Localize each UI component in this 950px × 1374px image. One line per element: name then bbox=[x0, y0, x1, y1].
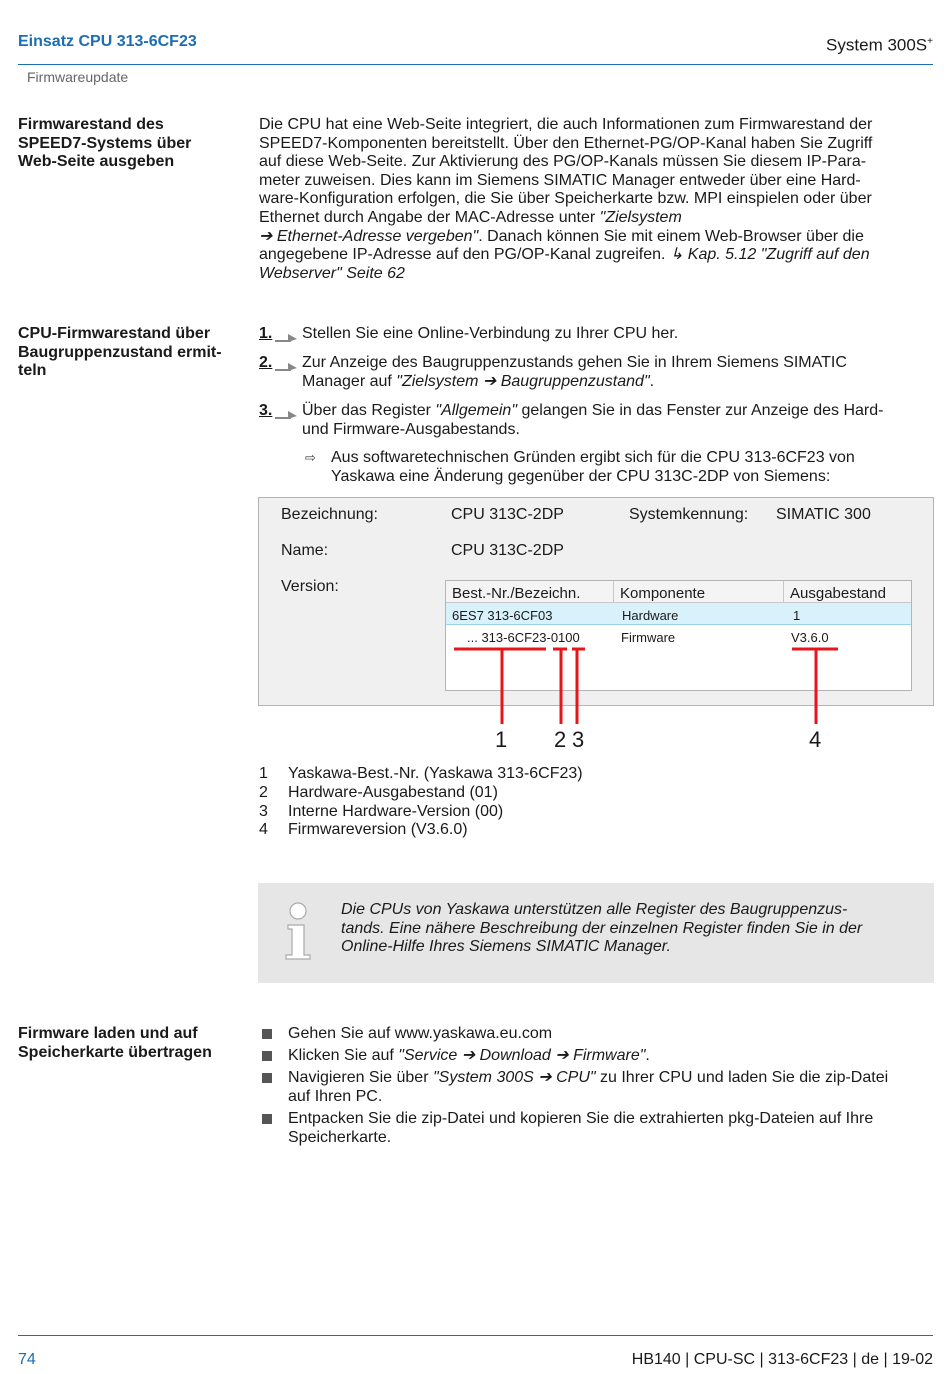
menu-path-link-cont[interactable]: ➔ Ethernet-Adresse vergeben" bbox=[259, 227, 479, 245]
callout-number-2: 2 bbox=[554, 727, 567, 752]
version-label: Version: bbox=[281, 578, 339, 595]
section-body-web: Die CPU hat eine Web-Seite integriert, die auch Informationen zum Firmwarestand der SPEED7-Komponenten bereitstellt. Über den Ethernet-PG/OP-Kanal haben Sie Zugriff auf diese Web-Seite. Zur Aktivierung des PG/OP-Kanals müssen Sie diesem IP-Para- meter zuweisen. Dies kann im Siemens SIMATIC Manager entweder über eine Hard- ware-Konfiguration erfolgen, die Sie über Speicherkarte bzw. MPI einspielen oder über Ethernet durch Angabe der MAC-Adresse unter "Zielsystem ➔ Ethernet-Adresse vergeben". Danach können Sie mit einem Web-Browser über die angegebene IP-Adresse auf den PG/OP-Kanal zugreifen. ↳ Kap. 5.12 "Zugriff auf den Webserver" Seite 62 bbox=[259, 116, 873, 282]
step-arrow-icon bbox=[275, 359, 297, 371]
step-number: 3. bbox=[259, 402, 273, 419]
header-rule bbox=[18, 64, 933, 65]
bullet-square-icon bbox=[262, 1073, 272, 1083]
section-heading-baugruppenzustand: CPU-Firmwarestand über Baugruppenzustand ermit- teln bbox=[18, 325, 222, 380]
header-chapter-title: Einsatz CPU 313-6CF23 bbox=[18, 33, 197, 50]
footer-rule bbox=[18, 1335, 933, 1336]
step-number: 2. bbox=[259, 354, 273, 371]
document-id: HB140 | CPU-SC | 313-6CF23 | de | 19-02 bbox=[631, 1351, 933, 1368]
page-number: 74 bbox=[18, 1351, 36, 1368]
section-heading-firmware-load: Firmware laden und auf Speicherkarte übertragen bbox=[18, 1025, 212, 1061]
section-heading-web: Firmwarestand des SPEED7-Systems über Web-Seite ausgeben bbox=[18, 116, 192, 171]
bullet-square-icon bbox=[262, 1051, 272, 1061]
bullet-item bbox=[259, 1025, 939, 1045]
legend-item: 3 Interne Hardware-Version (00) bbox=[259, 803, 504, 820]
info-icon bbox=[282, 901, 316, 961]
step-number: 1. bbox=[259, 325, 273, 342]
name-value: CPU 313C-2DP bbox=[451, 542, 564, 559]
menu-path-link[interactable]: "Zielsystem bbox=[599, 208, 682, 226]
note-text: Die CPUs von Yaskawa unterstützen alle Register des Baugruppenzus- tands. Eine nähere Beschreibung der einzelnen Register finden Sie in der Online-Hilfe Ihres Siemens SIMATIC Manager. bbox=[341, 901, 863, 956]
table-row[interactable]: 6ES7 313-6CF03 Hardware 1 bbox=[446, 603, 911, 625]
bullet-square-icon bbox=[262, 1029, 272, 1039]
info-note bbox=[258, 883, 934, 983]
bullet-square-icon bbox=[262, 1114, 272, 1124]
chapter-reference-link[interactable]: ↳ Kap. 5.12 "Zugriff auf den bbox=[669, 246, 870, 264]
bullet-item: Klicken Sie auf "Service ➔ Download ➔ Firmware". bbox=[259, 1047, 939, 1067]
step-arrow-icon bbox=[275, 407, 297, 419]
result-arrow-icon: ⇨ bbox=[305, 450, 316, 465]
header-product: System 300S+ bbox=[826, 35, 933, 55]
column-header-order-no[interactable]: Best.-Nr./Bezeichn. bbox=[446, 581, 614, 603]
legend-item: 4 Firmwareversion (V3.6.0) bbox=[259, 821, 468, 838]
step-arrow-icon bbox=[275, 330, 297, 342]
callout-number-4: 4 bbox=[809, 727, 822, 752]
designation-value: CPU 313C-2DP bbox=[451, 506, 564, 523]
system-id-value: SIMATIC 300 bbox=[776, 506, 871, 523]
website-text: Gehen Sie auf www.yaskawa.eu.com bbox=[288, 1025, 553, 1042]
step-result: ⇨ Aus softwaretechnischen Gründen ergibt sich für die CPU 313-6CF23 von Yaskawa eine Änderung gegenüber der CPU 313C-2DP von Siemens: bbox=[305, 449, 855, 485]
chapter-reference-link-cont[interactable]: Webserver" Seite 62 bbox=[259, 264, 405, 282]
callout-number-1: 1 bbox=[495, 727, 508, 752]
system-id-label: Systemkennung: bbox=[629, 506, 749, 523]
step-2: 2. Zur Anzeige des Baugruppenzustands gehen Sie in Ihrem Siemens SIMATIC Manager auf "Zielsystem ➔ Baugruppenzustand". bbox=[259, 354, 847, 390]
designation-label: Bezeichnung: bbox=[281, 506, 378, 523]
column-header-revision[interactable]: Ausgabestand bbox=[784, 581, 911, 603]
callout-number-3: 3 bbox=[572, 727, 585, 752]
table-row[interactable]: ... 313-6CF23-0100 Firmware V3.6.0 bbox=[467, 630, 829, 645]
name-label: Name: bbox=[281, 542, 329, 559]
bullet-item: Navigieren Sie über "System 300S ➔ CPU" zu Ihrer CPU und laden Sie die zip-Datei auf Ihren PC. bbox=[259, 1069, 939, 1109]
column-header-component[interactable]: Komponente bbox=[614, 581, 784, 603]
bullet-item: Entpacken Sie die zip-Datei und kopieren Sie die extrahierten pkg-Dateien auf Ihre Speicherkarte. bbox=[259, 1110, 939, 1150]
legend-item: 2 Hardware-Ausgabestand (01) bbox=[259, 784, 498, 801]
legend-item: 1 Yaskawa-Best.-Nr. (Yaskawa 313-6CF23) bbox=[259, 765, 583, 782]
step-3: 3. Über das Register "Allgemein" gelangen Sie in das Fenster zur Anzeige des Hard- und Firmware-Ausgabestands. bbox=[259, 402, 884, 438]
header-subsection: Firmwareupdate bbox=[27, 69, 129, 85]
step-1: 1. Stellen Sie eine Online-Verbindung zu Ihrer CPU her. bbox=[259, 325, 679, 342]
callout-lines bbox=[0, 640, 950, 730]
